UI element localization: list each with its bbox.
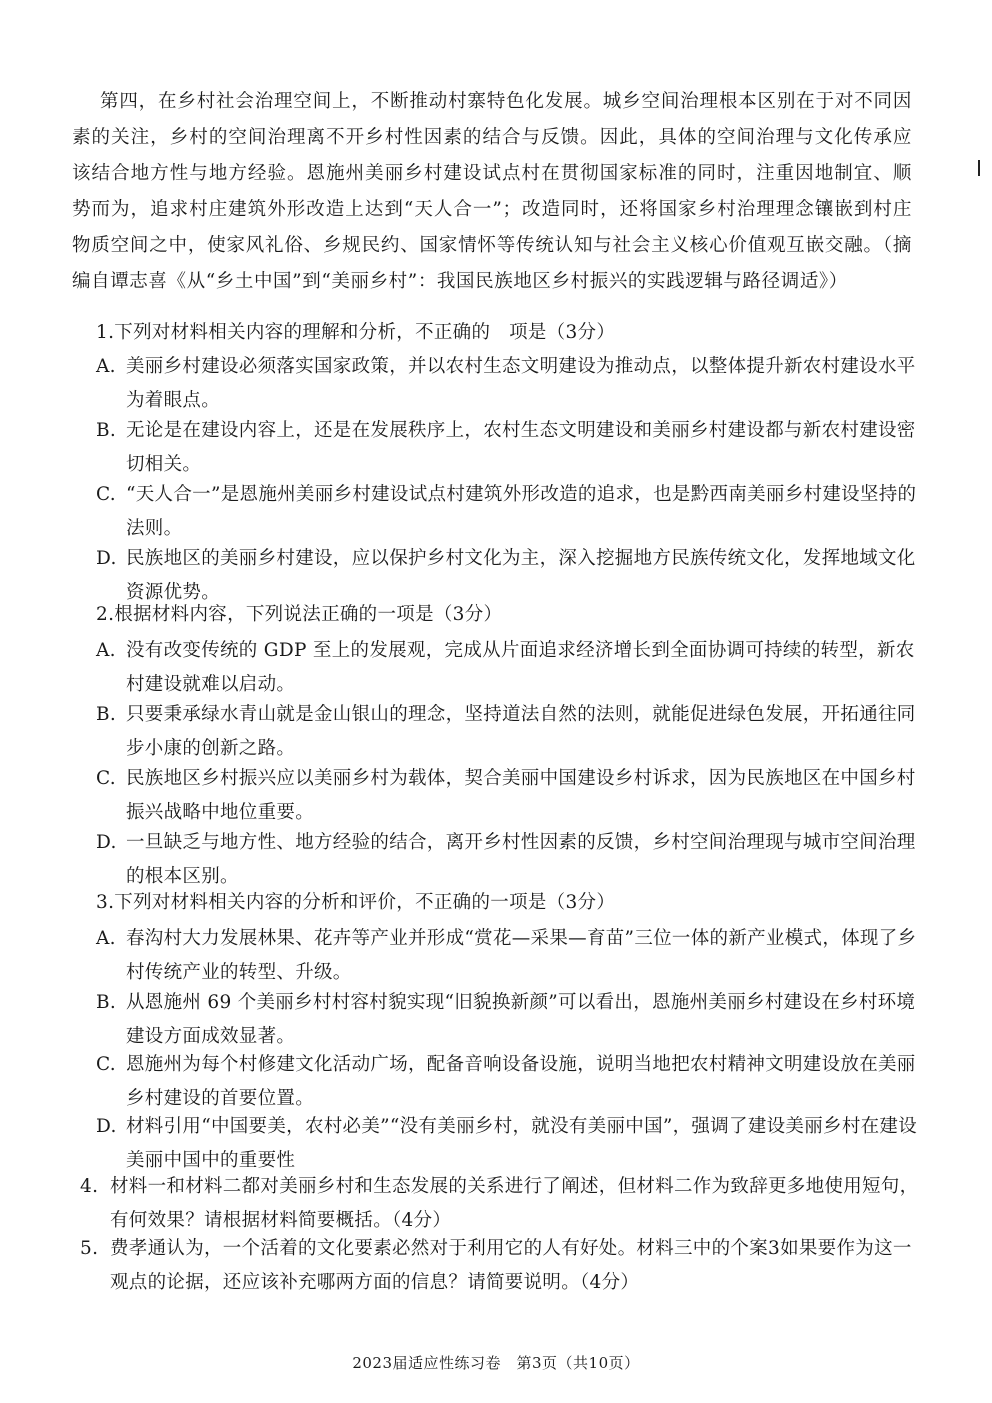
option-text: “天人合一”是恩施州美丽乡村建设试点村建筑外形改造的追求，也是黔西南美丽乡村建设坚持的法则。 <box>126 484 917 539</box>
question-3-stem <box>96 886 926 920</box>
option-letter: B. <box>96 420 117 441</box>
question-1-option-a <box>96 350 922 418</box>
option-letter: A. <box>96 356 116 377</box>
option-letter: D. <box>96 832 117 853</box>
question-text: 下列对材料相关内容的理解和分析，不正确的 项是（3分） <box>114 322 616 343</box>
question-2-stem <box>96 598 926 632</box>
option-text: 民族地区的美丽乡村建设，应以保护乡村文化为主，深入挖掘地方民族传统文化，发挥地域文化资源优势。 <box>126 548 916 603</box>
option-text: 一旦缺乏与地方性、地方经验的结合，离开乡村性因素的反馈，乡村空间治理现与城市空间治理的根本区别。 <box>126 832 916 887</box>
question-3-option-c <box>96 1048 922 1116</box>
option-text: 从恩施州 69 个美丽乡村村容村貌实现“旧貌换新颜”可以看出，恩施州美丽乡村建设在乡村环境建设方面成效显著。 <box>126 992 916 1047</box>
option-letter: C. <box>96 1054 116 1075</box>
option-letter: C. <box>96 484 116 505</box>
option-text: 材料引用“中国要美，农村必美”“没有美丽乡村，就没有美丽中国”，强调了建设美丽乡村在建设美丽中国中的重要性 <box>126 1116 918 1171</box>
question-1-option-b <box>96 414 922 482</box>
question-number: 1. <box>96 322 115 343</box>
question-2-option-a <box>96 634 922 702</box>
question-text: 根据材料内容，下列说法正确的一项是（3分） <box>114 604 503 625</box>
question-3-option-b <box>96 986 922 1054</box>
question-text: 下列对材料相关内容的分析和评价，不正确的一项是（3分） <box>114 892 616 913</box>
question-2-option-b <box>96 698 922 766</box>
margin-mark <box>978 160 980 176</box>
option-text: 只要秉承绿水青山就是金山银山的理念，坚持道法自然的法则，就能促进绿色发展，开拓通往同步小康的创新之路。 <box>126 704 916 759</box>
question-3-option-d <box>96 1110 922 1178</box>
option-letter: B. <box>96 704 117 725</box>
question-number: 4. <box>80 1176 99 1197</box>
question-3-option-a <box>96 922 922 990</box>
option-text: 没有改变传统的 GDP 至上的发展观，完成从片面追求经济增长到全面协调可持续的转型，新农村建设就难以启动。 <box>126 640 915 695</box>
option-letter: A. <box>96 640 116 661</box>
question-2-option-c <box>96 762 922 830</box>
option-text: 无论是在建设内容上，还是在发展秩序上，农村生态文明建设和美丽乡村建设都与新农村建设密切相关。 <box>126 420 916 475</box>
option-text: 美丽乡村建设必须落实国家政策，并以农村生态文明建设为推动点，以整体提升新农村建设水平为着眼点。 <box>126 356 916 411</box>
question-1-option-c <box>96 478 922 546</box>
question-text: 材料一和材料二都对美丽乡村和生态发展的关系进行了阐述，但材料二作为致辞更多地使用短句，有何效果？请根据材料简要概括。（4分） <box>110 1176 919 1231</box>
option-text: 民族地区乡村振兴应以美丽乡村为载体，契合美丽中国建设乡村诉求，因为民族地区在中国乡村振兴战略中地位重要。 <box>126 768 916 823</box>
option-letter: C. <box>96 768 116 789</box>
option-letter: B. <box>96 992 117 1013</box>
option-letter: D. <box>96 548 117 569</box>
passage-paragraph: 第四，在乡村社会治理空间上，不断推动村寨特色化发展。城乡空间治理根本区别在于对不同因素的关注，乡村的空间治理离不开乡村性因素的结合与反馈。因此，具体的空间治理与文化传承应该结合地方性与地方经验。恩施州美丽乡村建设试点村在贯彻国家标准的同时，注重因地制宜、顺势而为，追求村庄建筑外形改造上达到“天人合一”；改造同时，还将国家乡村治理理念镶嵌到村庄物质空间之中，使家风礼俗、乡规民约、国家情怀等传统认知与社会主义核心价值观互嵌交融。（摘编自谭志喜《从“乡土中国”到“美丽乡村”：我国民族地区乡村振兴的实践逻辑与路径调适》） <box>72 91 912 292</box>
question-number: 5. <box>80 1238 99 1259</box>
question-1-stem <box>96 316 926 350</box>
question-text: 费孝通认为，一个活着的文化要素必然对于利用它的人有好处。材料三中的个案3如果要作为这一观点的论据，还应该补充哪两方面的信息？请简要说明。（4分） <box>110 1238 912 1293</box>
option-text: 恩施州为每个村修建文化活动广场，配备音响设备设施，说明当地把农村精神文明建设放在美丽乡村建设的首要位置。 <box>126 1054 916 1109</box>
question-5 <box>80 1232 920 1300</box>
question-number: 2. <box>96 604 115 625</box>
question-2-option-d <box>96 826 922 894</box>
option-letter: A. <box>96 928 116 949</box>
question-number: 3. <box>96 892 115 913</box>
question-4 <box>80 1170 920 1238</box>
option-text: 春沟村大力发展林果、花卉等产业并形成“赏花—采果—育苗”三位一体的新产业模式，体现了乡村传统产业的转型、升级。 <box>126 928 917 983</box>
page-footer: 2023届适应性练习卷 第3页（共10页） <box>352 1354 640 1372</box>
option-letter: D. <box>96 1116 117 1137</box>
